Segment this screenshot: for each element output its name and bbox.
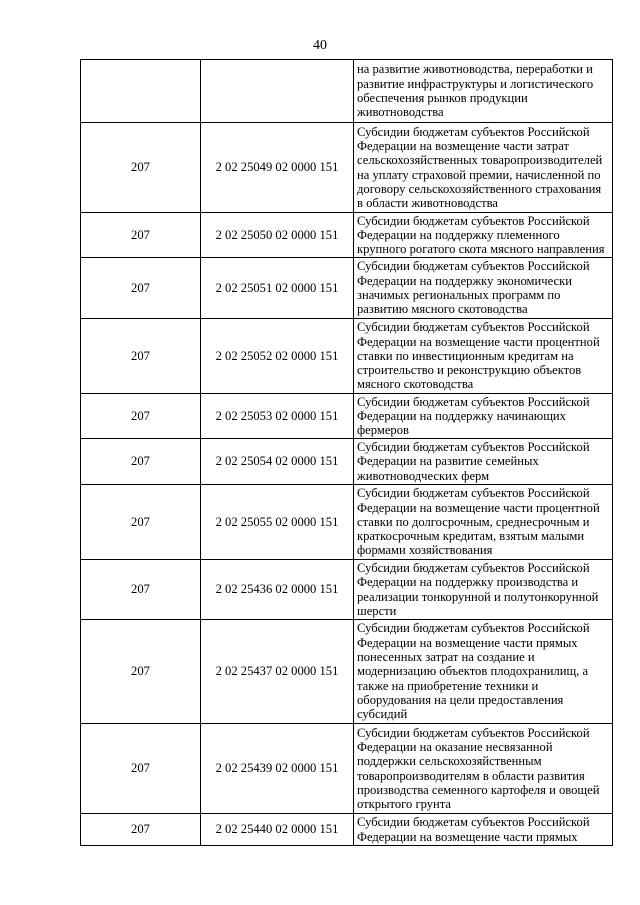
- admin-code-cell: 207: [81, 560, 201, 620]
- page-number: 40: [313, 38, 327, 53]
- table-row: [81, 60, 613, 123]
- revenue-name-cell: Субсидии бюджетам субъектов Российской Федерации на поддержку начинающих фермеров: [354, 394, 613, 439]
- revenue-name-cell: Субсидии бюджетам субъектов Российской Федерации на развитие семейных животноводческих ферм: [354, 439, 613, 485]
- table-row: [81, 394, 613, 439]
- budget-classification-code-cell: 2 02 25054 02 0000 151: [201, 439, 354, 485]
- budget-classification-code-cell: 2 02 25049 02 0000 151: [201, 123, 354, 213]
- admin-code-cell: 207: [81, 394, 201, 439]
- admin-code-cell: [81, 60, 201, 123]
- revenue-name-cell: Субсидии бюджетам субъектов Российской Федерации на возмещение части процентной ставки по долгосрочным, среднесрочным и краткосрочным кредитам, взятым малыми формами хозяйствования: [354, 485, 613, 560]
- budget-code-table: [80, 59, 613, 846]
- table-row: [81, 485, 613, 560]
- budget-classification-code-cell: 2 02 25437 02 0000 151: [201, 620, 354, 724]
- admin-code-cell: 207: [81, 485, 201, 560]
- revenue-name-cell: Субсидии бюджетам субъектов Российской Федерации на возмещение части процентной ставки по инвестиционным кредитам на строительство и реконструкцию объектов мясного скотоводства: [354, 319, 613, 394]
- table-row: [81, 620, 613, 724]
- budget-classification-code-cell: 2 02 25439 02 0000 151: [201, 724, 354, 814]
- table-row: [81, 439, 613, 485]
- table-row: [81, 213, 613, 258]
- budget-classification-code-cell: 2 02 25053 02 0000 151: [201, 394, 354, 439]
- table-row: [81, 814, 613, 846]
- table-row: [81, 123, 613, 213]
- table-row: [81, 560, 613, 620]
- revenue-name-cell: Субсидии бюджетам субъектов Российской Федерации на возмещение части прямых: [354, 814, 613, 846]
- table-row: [81, 724, 613, 814]
- admin-code-cell: 207: [81, 814, 201, 846]
- admin-code-cell: 207: [81, 724, 201, 814]
- admin-code-cell: 207: [81, 439, 201, 485]
- revenue-name-cell: Субсидии бюджетам субъектов Российской Федерации на возмещение части прямых понесенных затрат на создание и модернизацию объектов плодохранилищ, а также на приобретение техники и оборудования на цели предоставления субсидий: [354, 620, 613, 724]
- admin-code-cell: 207: [81, 319, 201, 394]
- revenue-name-cell: Субсидии бюджетам субъектов Российской Федерации на поддержку экономически значимых региональных программ по развитию мясного скотоводства: [354, 258, 613, 319]
- budget-classification-code-cell: 2 02 25052 02 0000 151: [201, 319, 354, 394]
- revenue-name-cell: на развитие животноводства, переработки и развитие инфраструктуры и логистического обеспечения рынков продукции животноводства: [354, 60, 613, 123]
- admin-code-cell: 207: [81, 123, 201, 213]
- revenue-name-cell: Субсидии бюджетам субъектов Российской Федерации на возмещение части затрат сельскохозяйственных товаропроизводителей на уплату страховой премии, начисленной по договору сельскохозяйственного страхования в области животноводства: [354, 123, 613, 213]
- admin-code-cell: 207: [81, 258, 201, 319]
- table-row: [81, 319, 613, 394]
- table-row: [81, 258, 613, 319]
- budget-classification-code-cell: 2 02 25050 02 0000 151: [201, 213, 354, 258]
- revenue-name-cell: Субсидии бюджетам субъектов Российской Федерации на оказание несвязанной поддержки сельскохозяйственным товаропроизводителям в области развития производства семенного картофеля и овощей открытого грунта: [354, 724, 613, 814]
- budget-classification-code-cell: [201, 60, 354, 123]
- admin-code-cell: 207: [81, 213, 201, 258]
- budget-classification-code-cell: 2 02 25051 02 0000 151: [201, 258, 354, 319]
- revenue-name-cell: Субсидии бюджетам субъектов Российской Федерации на поддержку производства и реализации тонкорунной и полутонкорунной шерсти: [354, 560, 613, 620]
- budget-classification-code-cell: 2 02 25436 02 0000 151: [201, 560, 354, 620]
- admin-code-cell: 207: [81, 620, 201, 724]
- revenue-name-cell: Субсидии бюджетам субъектов Российской Федерации на поддержку племенного крупного рогатого скота мясного направления: [354, 213, 613, 258]
- budget-classification-code-cell: 2 02 25055 02 0000 151: [201, 485, 354, 560]
- budget-classification-code-cell: 2 02 25440 02 0000 151: [201, 814, 354, 846]
